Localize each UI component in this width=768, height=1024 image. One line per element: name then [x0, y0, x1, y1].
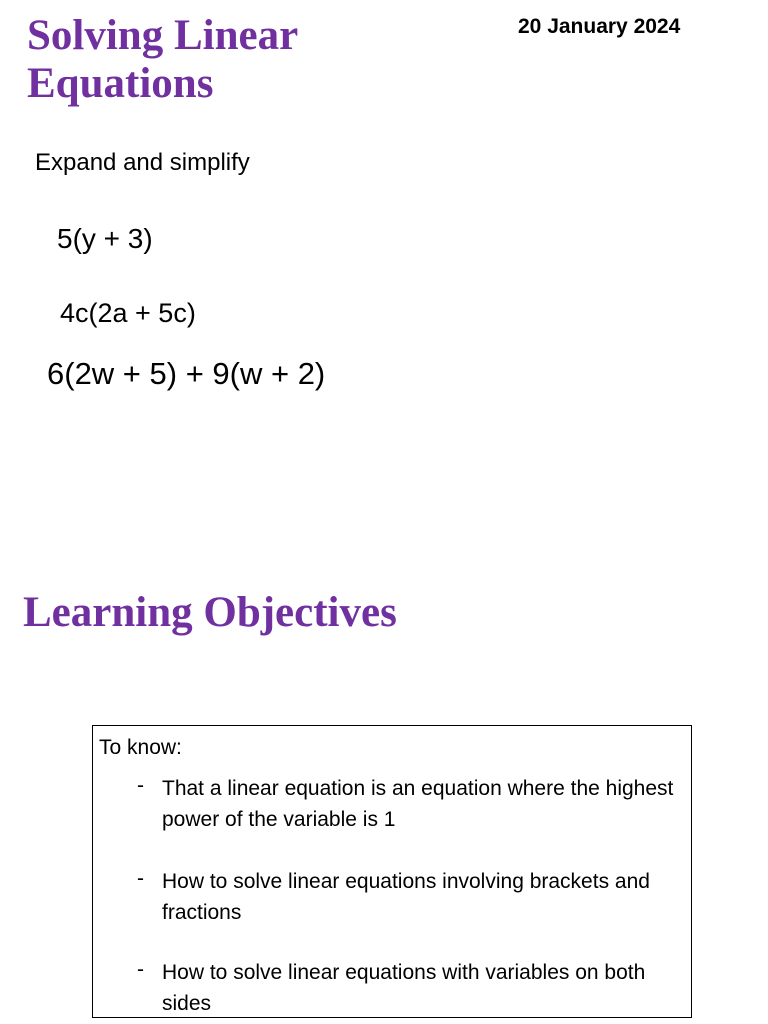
dash-bullet-icon: -: [137, 867, 144, 890]
page-title-line-1: Solving Linear: [27, 12, 299, 59]
expression-2: 4c(2a + 5c): [60, 298, 196, 328]
page-title: [27, 12, 447, 108]
objective-text: How to solve linear equations with variables on both sides: [162, 961, 646, 1015]
expression-3: 6(2w + 5) + 9(w + 2): [47, 356, 326, 391]
page-title-line-2: Equations: [27, 60, 214, 107]
objective-text: That a linear equation is an equation where the highest power of the variable is 1: [162, 777, 674, 831]
objective-item: [137, 773, 677, 835]
objective-item: [137, 866, 677, 928]
learning-objectives-box: [92, 725, 692, 1018]
objectives-intro: To know:: [99, 736, 182, 759]
starter-instruction: Expand and simplify: [35, 149, 250, 176]
expression-1: 5(y + 3): [57, 223, 153, 254]
learning-objectives-heading: Learning Objectives: [23, 589, 397, 636]
objective-item: [137, 957, 677, 1019]
dash-bullet-icon: -: [137, 958, 144, 981]
lesson-date: 20 January 2024: [518, 15, 681, 38]
objective-text: How to solve linear equations involving brackets and fractions: [162, 870, 650, 924]
dash-bullet-icon: -: [137, 774, 144, 797]
